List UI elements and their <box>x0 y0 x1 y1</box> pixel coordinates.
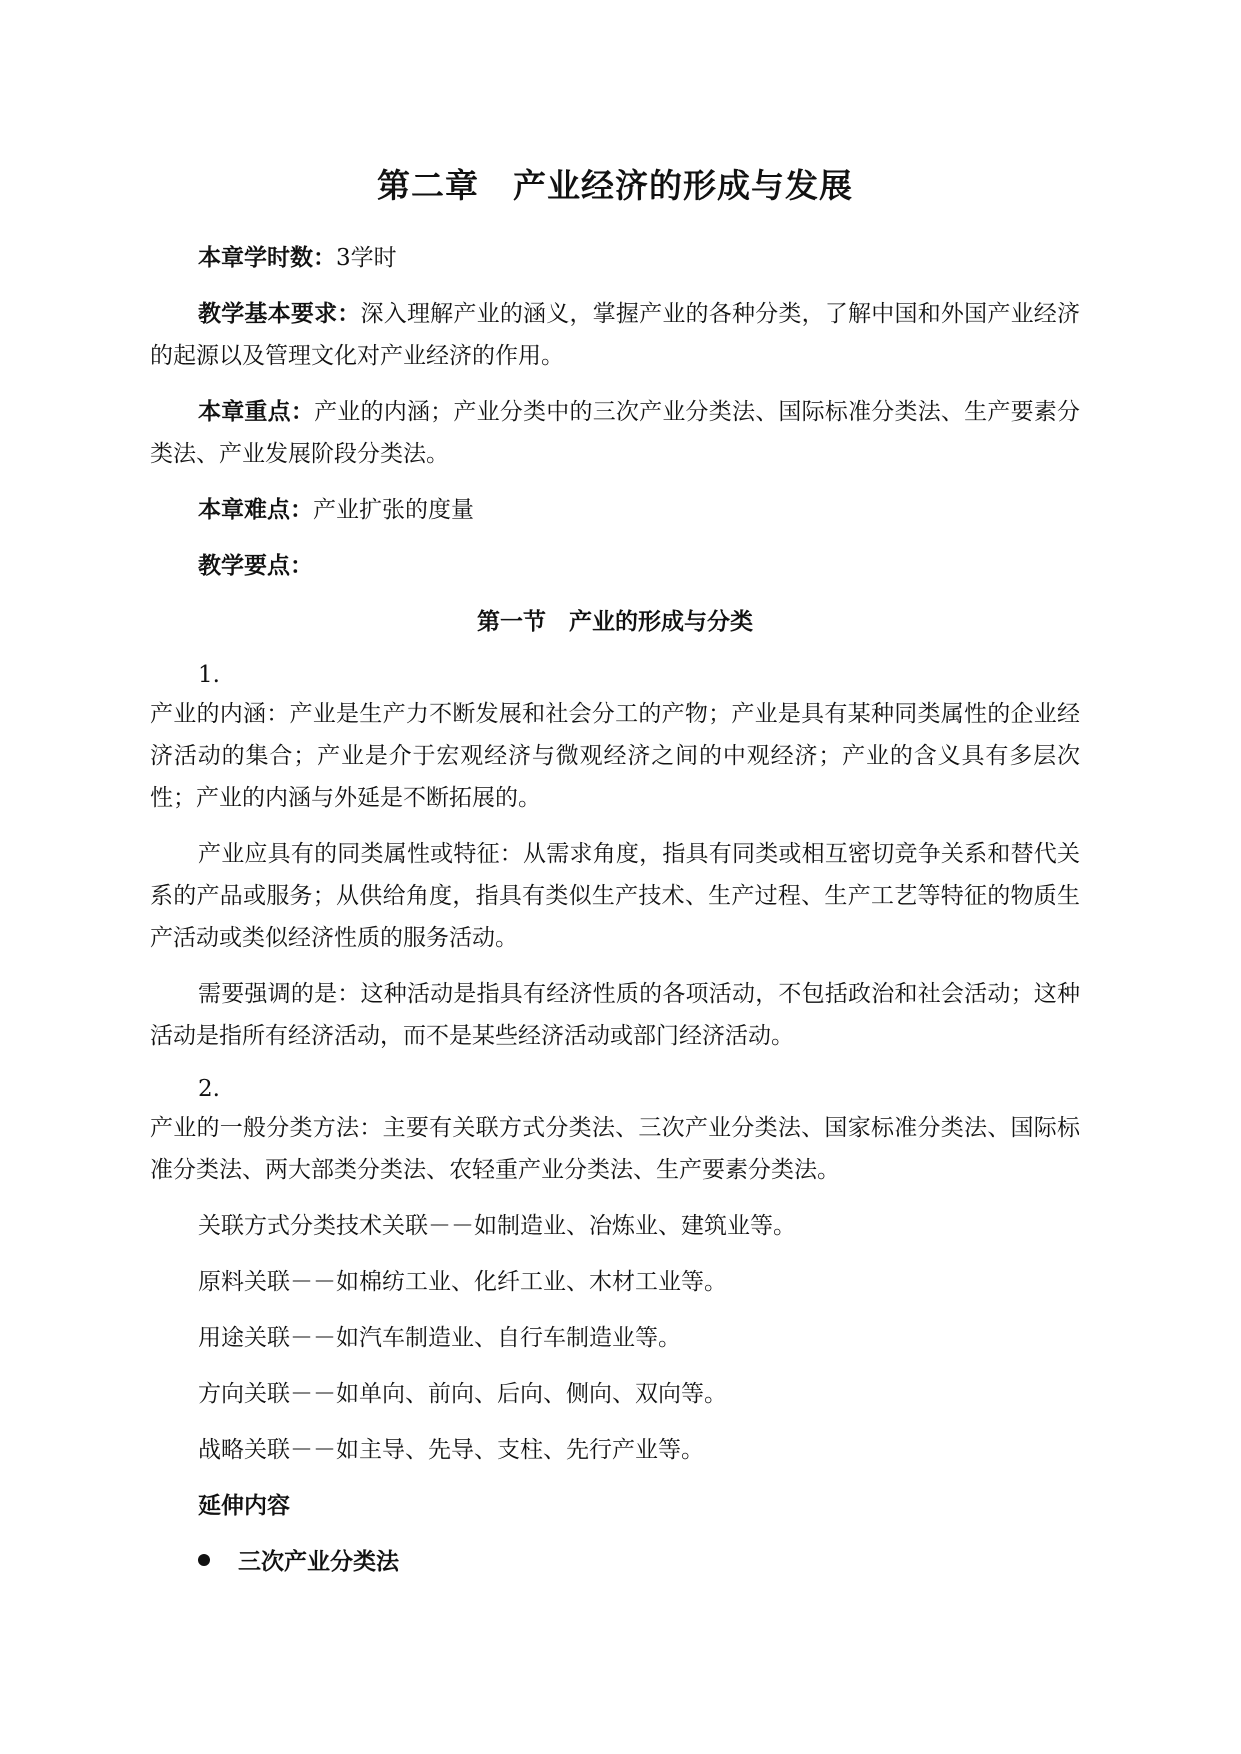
association-item: 原料关联－－如棉纺工业、化纤工业、木材工业等。 <box>198 1269 727 1295</box>
requirements-value: 深入理解产业的涵义，掌握产业的各种分类，了解中国和外国产业经济的起源以及管理文化对产业经济的作用。 <box>150 301 1081 369</box>
emphasis-paragraph: 需要强调的是：这种活动是指具有经济性质的各项活动，不包括政治和社会活动；这种活动是指所有经济活动，而不是某些经济活动或部门经济活动。 <box>150 981 1080 1049</box>
extended-content-heading: 延伸内容 <box>198 1493 290 1519</box>
difficulty-paragraph <box>150 489 1080 531</box>
focus-value: 产业的内涵；产业分类中的三次产业分类法、国际标准分类法、生产要素分类法、产业发展阶段分类法。 <box>150 399 1081 467</box>
association-item: 关联方式分类技术关联－－如制造业、冶炼业、建筑业等。 <box>198 1213 796 1239</box>
teaching-points-paragraph <box>150 545 1080 587</box>
classification-methods-paragraph: 产业的一般分类方法：主要有关联方式分类法、三次产业分类法、国家标准分类法、国际标准分类法、两大部类分类法、农轻重产业分类法、生产要素分类法。 <box>150 1115 1080 1183</box>
teaching-points-label: 教学要点： <box>198 553 313 579</box>
hours-label: 本章学时数： <box>198 245 336 271</box>
section-title: 第一节 产业的形成与分类 <box>477 609 753 635</box>
difficulty-label: 本章难点： <box>198 497 313 523</box>
bullet-item <box>150 1541 1080 1583</box>
focus-label: 本章重点： <box>198 399 315 425</box>
association-item: 用途关联－－如汽车制造业、自行车制造业等。 <box>198 1325 681 1351</box>
chapter-title: 第二章 产业经济的形成与发展 <box>377 166 853 205</box>
requirements-label: 教学基本要求： <box>198 301 361 327</box>
industry-connotation-paragraph: 产业的内涵：产业是生产力不断发展和社会分工的产物；产业是具有某种同类属性的企业经济活动的集合；产业是介于宏观经济与微观经济之间的中观经济；产业的含义具有多层次性；产业的内涵与外延是不断拓展的。 <box>150 701 1080 811</box>
hours-value: 3学时 <box>336 245 397 271</box>
item-number-2: 2. <box>198 1076 220 1102</box>
requirements-paragraph <box>150 293 1080 377</box>
item-number-1: 1. <box>198 662 220 688</box>
difficulty-value: 产业扩张的度量 <box>313 497 474 523</box>
bullet-dot-icon <box>198 1554 210 1566</box>
hours-paragraph <box>150 237 1080 279</box>
focus-paragraph <box>150 391 1080 475</box>
bullet-item-label: 三次产业分类法 <box>238 1549 399 1575</box>
industry-attributes-paragraph: 产业应具有的同类属性或特征：从需求角度，指具有同类或相互密切竞争关系和替代关系的产品或服务；从供给角度，指具有类似生产技术、生产过程、生产工艺等特征的物质生产活动或类似经济性质的服务活动。 <box>150 841 1080 951</box>
document-content <box>150 160 1080 1583</box>
association-item: 方向关联－－如单向、前向、后向、侧向、双向等。 <box>198 1381 727 1407</box>
association-item: 战略关联－－如主导、先导、支柱、先行产业等。 <box>198 1437 704 1463</box>
